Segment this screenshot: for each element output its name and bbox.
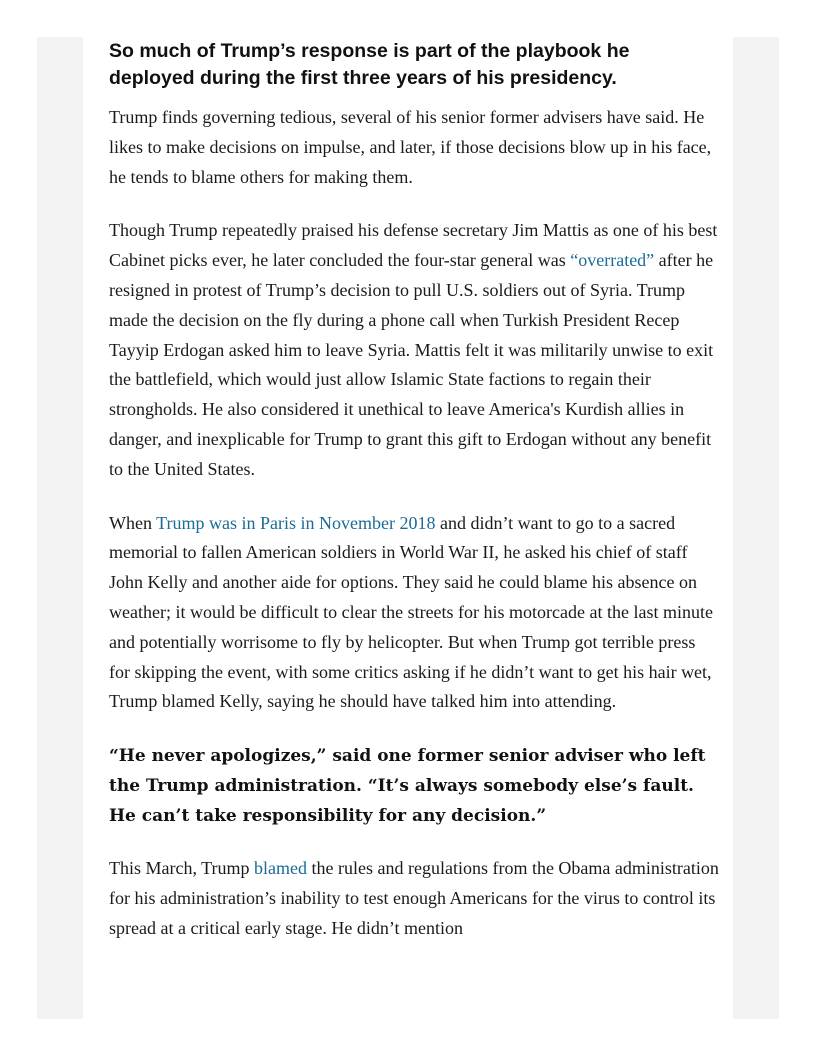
paragraph-mattis: [109, 216, 719, 484]
paragraph-text: Though Trump repeatedly praised his defense secretary Jim Mattis as one of his best Cabinet picks ever, he later concluded the four-star general was: [109, 220, 718, 271]
paragraph-text: and didn’t want to go to a sacred memorial to fallen American soldiers in World War II, he asked his chief of staff John Kelly and another aide for options. They said he could blame his absence on weather; it would be difficult to clear the streets for his motorcade at the last minute and potentially worrisome to fly by helicopter. But when Trump got terrible press for skipping the event, with some critics asking if he didn’t want to get his hair wet, Trump blamed Kelly, saying he should have talked him into attending.: [109, 512, 713, 712]
paragraph-text: When: [109, 512, 157, 533]
left-page-margin: [37, 37, 83, 1019]
paris-november-2018-link[interactable]: Trump was in Paris in November 2018: [156, 512, 436, 533]
paragraph-testing: [109, 854, 719, 943]
paragraph-governing: Trump finds governing tedious, several of his senior former advisers have said. He likes to make decisions on impulse, and later, if those decisions blow up in his face, he tends to blame others for making them.: [109, 107, 712, 187]
section-subheading: So much of Trump’s response is part of the playbook he deployed during the first three years of his presidency.: [109, 40, 630, 89]
article-body: [109, 38, 719, 1019]
overrated-link[interactable]: “overrated”: [570, 250, 655, 271]
right-page-margin: [733, 37, 779, 1019]
paragraph-paris: [109, 509, 719, 718]
paragraph-text: This March, Trump: [109, 858, 255, 879]
paragraph-text: after he resigned in protest of Trump’s decision to pull U.S. soldiers out of Syria. Trump made the decision on the fly during a phone call when Turkish President Recep Tayyip Erdogan asked him to leave Syria. Mattis felt it was militarily unwise to exit the battlefield, which would just allow Islamic State factions to regain their strongholds. He also considered it unethical to leave America's Kurdish allies in danger, and inexplicable for Trump to grant this gift to Erdogan without any benefit to the United States.: [109, 250, 714, 479]
paragraph-text: the rules and regulations from the Obama administration for his administration’s inability to test enough Americans for the virus to control its spread at a critical early stage. He didn’t mention: [109, 858, 719, 938]
pull-quote: “He never apologizes,” said one former senior adviser who left the Trump administration. “It’s always somebody else’s fault. He can’t take responsibility for any decision.”: [109, 746, 706, 827]
blamed-link[interactable]: blamed: [254, 858, 307, 879]
